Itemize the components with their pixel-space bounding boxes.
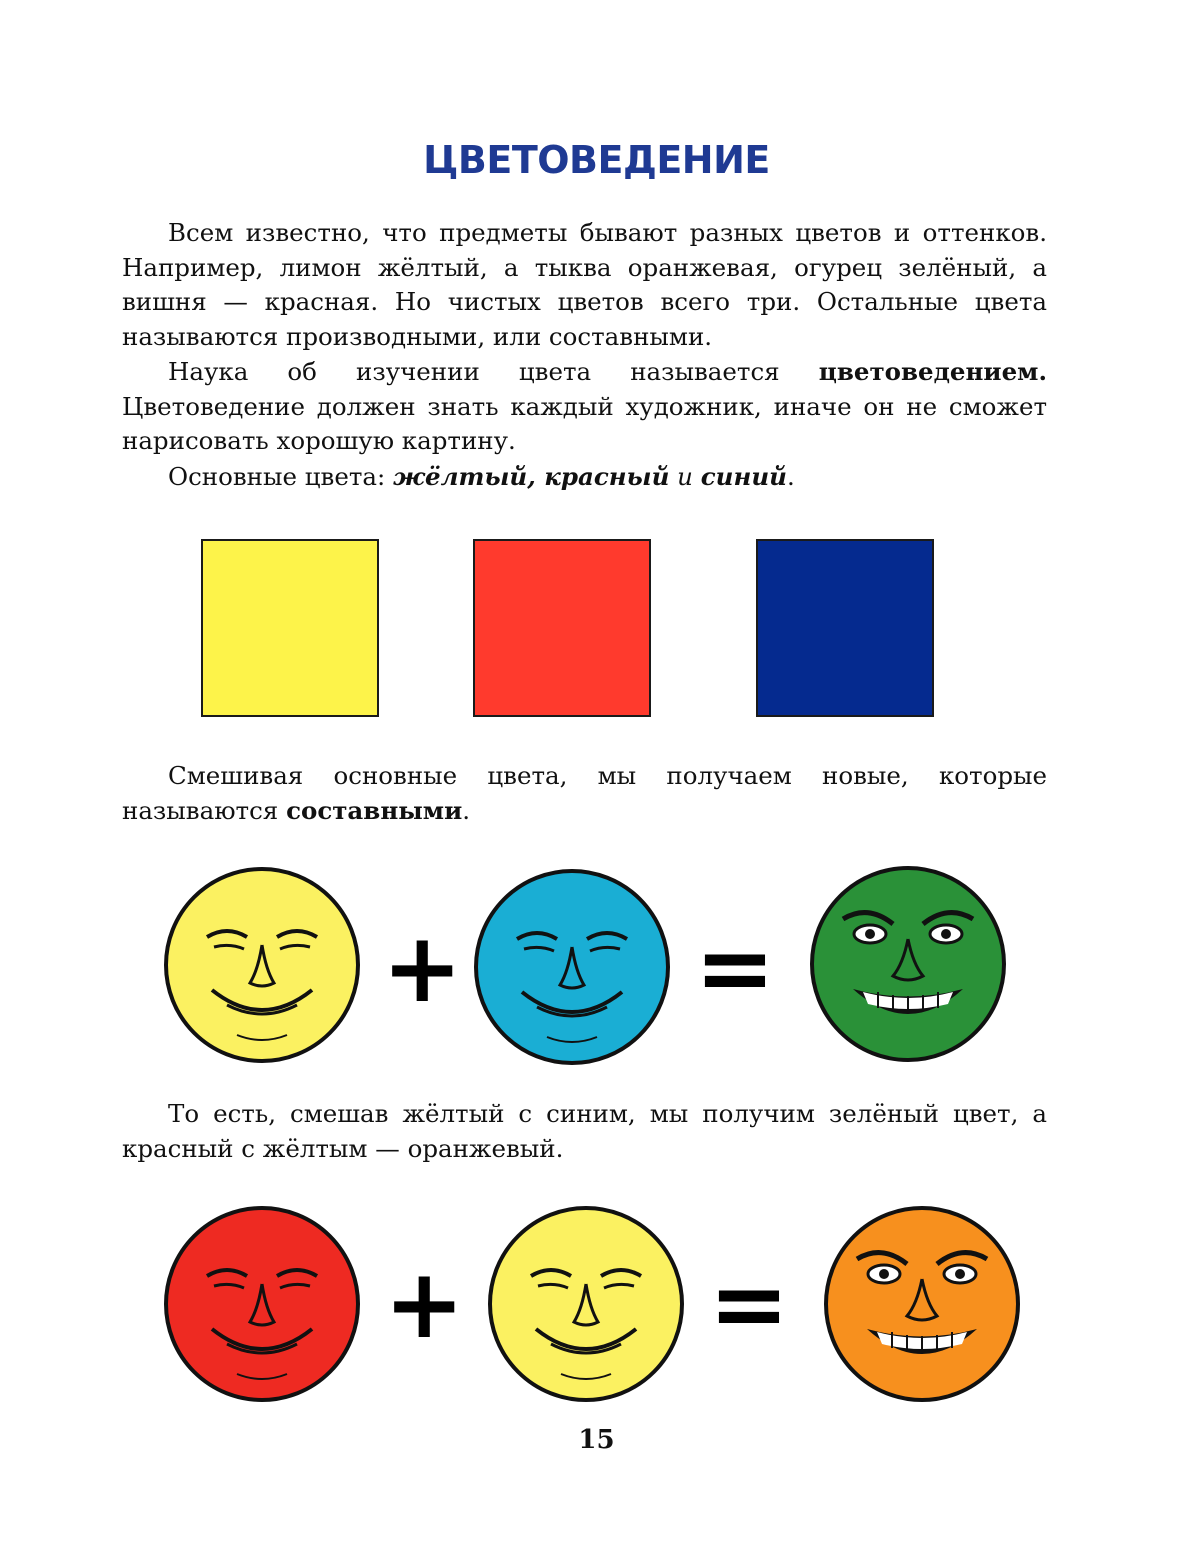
equals-sign: =	[708, 1248, 790, 1360]
paragraph-text: .	[462, 795, 471, 825]
yellow-face-icon	[162, 865, 362, 1065]
orange-face-icon	[822, 1204, 1022, 1404]
plus-sign: +	[384, 1248, 465, 1360]
paragraph-text: Основные цвета:	[168, 462, 394, 491]
equals-sign: =	[694, 912, 776, 1024]
paragraph-text: .	[786, 462, 795, 491]
page-title: ЦВЕТОВЕДЕНИЕ	[423, 138, 770, 182]
bold-term: цветоведением.	[818, 357, 1047, 386]
italic-term: жёлтый, красный	[393, 462, 670, 491]
red-face-icon	[162, 1204, 362, 1404]
red-square	[473, 539, 651, 717]
paragraph-text: и	[669, 462, 701, 491]
yellow-square	[201, 539, 379, 717]
yellow-face-icon	[486, 1204, 686, 1404]
paragraph-intro: Всем известно, что предметы бывают разных цветов и оттенков. Например, лимон жёлтый, а тыква оранжевая, огурец зелёный, а вишня — красная. Но чистых цветов всего три. Остальные цвета называются производными, или составными.	[122, 218, 1047, 351]
paragraph-text: Наука об изучении цвета называется	[168, 357, 819, 386]
italic-term: синий	[700, 462, 787, 491]
paragraph-result: То есть, смешав жёлтый с синим, мы получим зелёный цвет, а красный с жёлтым — оранжевый.	[122, 1099, 1047, 1163]
paragraph-color-science	[122, 355, 1047, 459]
green-face-icon	[808, 864, 1008, 1064]
page-number: 15	[578, 1425, 615, 1455]
paragraph-text: Смешивая основные цвета, мы получаем новые, которые называются	[122, 761, 1047, 825]
paragraph-mixing	[122, 759, 1047, 828]
paragraph-text: Цветоведение должен знать каждый художник, иначе он не сможет нарисовать хорошую картину.	[122, 391, 1047, 455]
bold-term: составными	[286, 795, 463, 825]
blue-square	[756, 539, 934, 717]
paragraph-primary-colors	[122, 460, 1047, 495]
plus-sign: +	[382, 912, 463, 1024]
blue-face-icon	[472, 867, 672, 1067]
